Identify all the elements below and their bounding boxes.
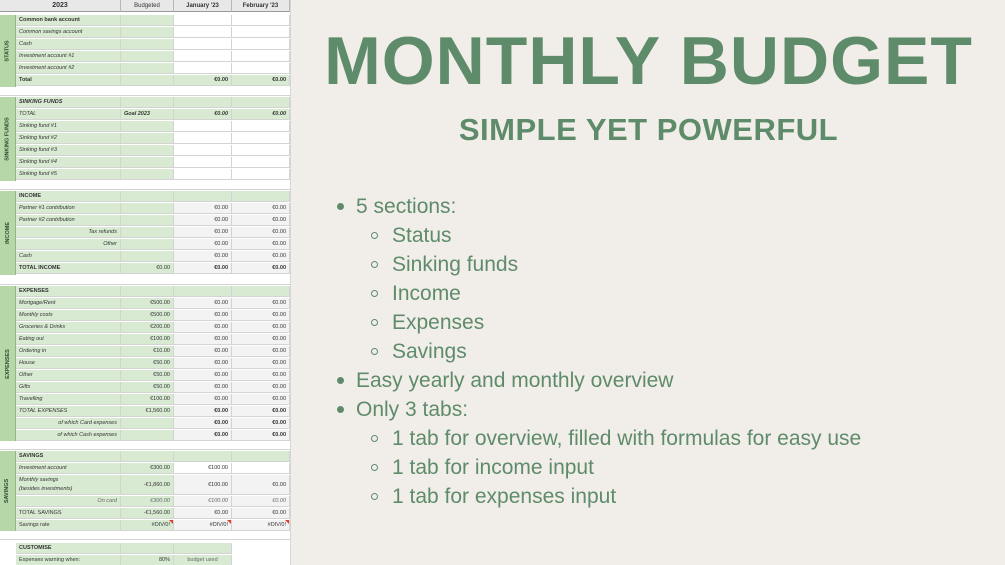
row-label: Cash (16, 251, 121, 262)
bullet-ring-icon (371, 348, 378, 355)
budget-cell[interactable] (121, 15, 174, 26)
feb-cell[interactable] (232, 145, 290, 156)
row-label: TOTAL EXPENSES (16, 406, 121, 417)
row-label: of which Card expenses (16, 418, 121, 429)
table-row (16, 334, 290, 345)
row-label: Total (16, 75, 121, 86)
feature-subitem: 1 tab for expenses input (392, 485, 617, 508)
row-label: House (16, 358, 121, 369)
row-label: TOTAL SAVINGS (16, 508, 121, 519)
jan-cell: €0.00 (174, 346, 232, 357)
jan-cell: €0.00 (174, 322, 232, 333)
row-label: Eating out (16, 334, 121, 345)
row-label: Partner #2 contribution (16, 215, 121, 226)
budget-cell[interactable] (121, 215, 174, 226)
feature-subitem: Income (392, 282, 461, 305)
jan-cell: €0.00 (174, 358, 232, 369)
feature-item: Easy yearly and monthly overview (356, 369, 674, 392)
jan-cell: €0.00 (174, 75, 232, 86)
row-label (16, 475, 121, 495)
budget-cell (121, 75, 174, 86)
table-row (16, 406, 290, 417)
column-header-row (0, 0, 290, 12)
table-row (16, 475, 290, 495)
row-separator (0, 276, 290, 285)
budget-cell[interactable] (121, 239, 174, 250)
jan-cell (174, 543, 232, 554)
budget-cell[interactable] (121, 27, 174, 38)
feb-cell (232, 191, 290, 202)
jan-cell (174, 451, 232, 462)
feb-cell: €0.00 (232, 346, 290, 357)
feature-subitem: Expenses (392, 311, 485, 334)
feb-cell: €0.00 (232, 263, 290, 274)
budget-cell[interactable]: €50.00 (121, 370, 174, 381)
jan-cell: €0.00 (174, 418, 232, 429)
row-label: Common bank account (16, 15, 121, 26)
budget-cell (121, 451, 174, 462)
section-label-sinking: SINKING FUNDS (0, 97, 16, 181)
row-label: Mortgage/Rent (16, 298, 121, 309)
table-row (16, 75, 290, 86)
jan-cell: €0.00 (174, 334, 232, 345)
table-row (16, 15, 290, 26)
budget-cell: Goal 2023 (121, 109, 174, 120)
budgeted-header: Budgeted (121, 0, 174, 12)
table-row (16, 251, 290, 262)
february-header: February '23 (232, 0, 290, 12)
feature-item: Only 3 tabs: (356, 398, 469, 421)
feb-cell: €0.00 (232, 475, 290, 495)
row-label: Tax refunds (16, 227, 121, 238)
bullet-ring-icon (371, 464, 378, 471)
feb-cell: €0.00 (232, 109, 290, 120)
feb-cell: €0.00 (232, 298, 290, 309)
table-row (16, 215, 290, 226)
table-row (16, 430, 290, 441)
feb-cell: €0.00 (232, 239, 290, 250)
feb-cell: €0.00 (232, 334, 290, 345)
row-label: Sinking fund #1 (16, 121, 121, 132)
feature-item: 5 sections: (356, 195, 457, 218)
table-row (16, 97, 290, 108)
table-row (16, 239, 290, 250)
feb-cell[interactable] (232, 51, 290, 62)
row-label: Cash (16, 39, 121, 50)
feb-cell: €0.00 (232, 358, 290, 369)
feb-cell: €0.00 (232, 406, 290, 417)
row-label: INCOME (16, 191, 121, 202)
jan-cell[interactable] (174, 157, 232, 168)
feb-cell: €0.00 (232, 496, 290, 507)
feb-cell[interactable] (232, 63, 290, 74)
feb-cell (232, 451, 290, 462)
page-subtitle: SIMPLE YET POWERFUL (458, 112, 839, 147)
table-row (16, 286, 290, 297)
budget-cell[interactable] (121, 133, 174, 144)
jan-cell: €0.00 (174, 251, 232, 262)
feb-cell: €0.00 (232, 203, 290, 214)
jan-cell: €0.00 (174, 370, 232, 381)
feb-cell: €0.00 (232, 251, 290, 262)
table-row (16, 51, 290, 62)
table-row (16, 145, 290, 156)
feb-cell[interactable] (232, 169, 290, 180)
jan-cell: €0.00 (174, 109, 232, 120)
row-label: EXPENSES (16, 286, 121, 297)
budget-cell[interactable] (121, 169, 174, 180)
table-row (16, 157, 290, 168)
table-row (16, 394, 290, 405)
jan-cell: €0.00 (174, 406, 232, 417)
table-row (16, 227, 290, 238)
feb-cell: €0.00 (232, 310, 290, 321)
table-row (16, 543, 290, 554)
row-label: Other (16, 370, 121, 381)
jan-cell[interactable]: €100.00 (174, 463, 232, 474)
table-row (16, 370, 290, 381)
jan-cell[interactable] (174, 169, 232, 180)
budget-cell[interactable]: €300.00 (121, 463, 174, 474)
row-label: Groceries & Drinks (16, 322, 121, 333)
bullet-dot-icon (337, 377, 344, 384)
budget-cell[interactable]: €50.00 (121, 382, 174, 393)
year-header: 2023 (0, 0, 121, 12)
budget-cell[interactable] (121, 121, 174, 132)
feb-cell: €0.00 (232, 508, 290, 519)
jan-cell: €100.00 (174, 475, 232, 495)
jan-cell[interactable] (174, 121, 232, 132)
feb-cell[interactable] (232, 121, 290, 132)
row-label: SINKING FUNDS (16, 97, 121, 108)
table-row (16, 310, 290, 321)
row-label: Sinking fund #4 (16, 157, 121, 168)
budget-cell[interactable]: €200.00 (121, 322, 174, 333)
bullet-ring-icon (371, 290, 378, 297)
table-row (16, 496, 290, 507)
feb-cell: €0.00 (232, 430, 290, 441)
jan-cell[interactable] (174, 63, 232, 74)
row-label: On card (16, 496, 121, 507)
table-row (16, 322, 290, 333)
page-title: MONTHLY BUDGET (324, 23, 973, 99)
row-separator (0, 441, 290, 450)
table-row (16, 133, 290, 144)
bullet-ring-icon (371, 319, 378, 326)
budget-cell: €1,560.00 (121, 406, 174, 417)
table-row (16, 555, 290, 565)
jan-cell: €0.00 (174, 394, 232, 405)
row-separator (0, 531, 290, 540)
budget-cell[interactable]: €100.00 (121, 334, 174, 345)
jan-cell: €0.00 (174, 382, 232, 393)
row-label: Sinking fund #3 (16, 145, 121, 156)
section-label-savings: SAVINGS (0, 451, 16, 531)
feb-cell: €0.00 (232, 382, 290, 393)
table-row (16, 169, 290, 180)
budget-cell[interactable] (121, 51, 174, 62)
budget-cell (121, 97, 174, 108)
table-row (16, 121, 290, 132)
threshold-suffix: budget used (174, 555, 232, 565)
budget-cell (121, 430, 174, 441)
table-row (16, 358, 290, 369)
table-row (16, 508, 290, 519)
jan-cell[interactable] (174, 51, 232, 62)
feature-subitem: 1 tab for overview, filled with formulas for easy use (392, 427, 862, 450)
jan-cell[interactable] (174, 145, 232, 156)
feb-cell: €0.00 (232, 322, 290, 333)
budget-cell[interactable] (121, 203, 174, 214)
table-row (16, 203, 290, 214)
budget-cell[interactable]: €10.00 (121, 346, 174, 357)
row-label: Gifts (16, 382, 121, 393)
table-row (16, 63, 290, 74)
table-row (16, 39, 290, 50)
budget-cell[interactable] (121, 157, 174, 168)
row-label: Sinking fund #5 (16, 169, 121, 180)
feature-subitem: 1 tab for income input (392, 456, 594, 479)
feb-cell: €0.00 (232, 215, 290, 226)
budget-cell[interactable] (121, 63, 174, 74)
bullet-ring-icon (371, 232, 378, 239)
budget-cell (121, 543, 174, 554)
budget-cell[interactable]: €500.00 (121, 310, 174, 321)
feb-cell: €0.00 (232, 227, 290, 238)
feb-cell[interactable] (232, 157, 290, 168)
feb-cell: #DIV/0! (232, 520, 290, 531)
warning-threshold-cell[interactable]: 80% (121, 555, 174, 565)
bullet-ring-icon (371, 261, 378, 268)
jan-cell: €0.00 (174, 298, 232, 309)
feb-cell[interactable] (232, 27, 290, 38)
section-label-expenses: EXPENSES (0, 286, 16, 441)
jan-cell: €0.00 (174, 310, 232, 321)
feb-cell: €0.00 (232, 394, 290, 405)
budget-cell: #DIV/0! (121, 520, 174, 531)
table-row (16, 298, 290, 309)
feb-cell[interactable] (232, 133, 290, 144)
jan-cell[interactable] (174, 39, 232, 50)
budget-cell (121, 191, 174, 202)
table-row (16, 418, 290, 429)
feb-cell: €0.00 (232, 75, 290, 86)
row-label: Partner #1 contribution (16, 203, 121, 214)
row-label: of which Cash expenses (16, 430, 121, 441)
section-label-status: STATUS (0, 15, 16, 87)
jan-cell[interactable] (174, 15, 232, 26)
row-separator (0, 181, 290, 190)
budget-cell (121, 286, 174, 297)
row-label: Ordering in (16, 346, 121, 357)
jan-cell: €0.00 (174, 203, 232, 214)
feature-subitem: Status (392, 224, 452, 247)
row-label: Common savings account (16, 27, 121, 38)
budget-cell (121, 418, 174, 429)
row-label: Savings rate (16, 520, 121, 531)
jan-cell: €0.00 (174, 227, 232, 238)
feb-cell (232, 97, 290, 108)
jan-cell (174, 97, 232, 108)
jan-cell (174, 191, 232, 202)
table-row (16, 451, 290, 462)
budget-cell[interactable] (121, 145, 174, 156)
row-label: Investment account #2 (16, 63, 121, 74)
jan-cell: €100.00 (174, 496, 232, 507)
row-label: Travelling (16, 394, 121, 405)
row-label: Investment account #1 (16, 51, 121, 62)
budget-cell[interactable] (121, 227, 174, 238)
row-label: Expenses warning when: (16, 555, 121, 565)
budget-cell[interactable] (121, 39, 174, 50)
jan-cell: €0.00 (174, 215, 232, 226)
row-label: Monthly costs (16, 310, 121, 321)
row-separator (0, 87, 290, 96)
table-row (16, 346, 290, 357)
row-label: CUSTOMISE (16, 543, 121, 554)
table-row (16, 463, 290, 474)
budget-cell[interactable]: €500.00 (121, 298, 174, 309)
table-row (16, 263, 290, 274)
budget-cell: €300.00 (121, 496, 174, 507)
table-row (16, 382, 290, 393)
budget-cell: €0.00 (121, 263, 174, 274)
january-header: January '23 (174, 0, 232, 12)
bullet-dot-icon (337, 203, 344, 210)
bullet-ring-icon (371, 493, 378, 500)
feb-cell: €0.00 (232, 370, 290, 381)
budget-cell[interactable] (121, 251, 174, 262)
table-row (16, 191, 290, 202)
feature-subitem: Savings (392, 340, 467, 363)
feb-cell[interactable] (232, 39, 290, 50)
feb-cell: €0.00 (232, 418, 290, 429)
jan-cell[interactable] (174, 27, 232, 38)
jan-cell: €0.00 (174, 430, 232, 441)
row-label-line1: Monthly savings (19, 477, 59, 483)
row-label: Investment account (16, 463, 121, 474)
table-row (16, 109, 290, 120)
jan-cell: #DIV/0! (174, 520, 232, 531)
bullet-dot-icon (337, 406, 344, 413)
row-label: Other (16, 239, 121, 250)
feb-cell[interactable] (232, 463, 290, 474)
budget-cell[interactable]: €100.00 (121, 394, 174, 405)
row-label: TOTAL INCOME (16, 263, 121, 274)
feb-cell (232, 286, 290, 297)
row-label: Sinking fund #2 (16, 133, 121, 144)
feb-cell[interactable] (232, 15, 290, 26)
feature-subitem: Sinking funds (392, 253, 519, 276)
table-row (16, 27, 290, 38)
bullet-ring-icon (371, 435, 378, 442)
jan-cell[interactable] (174, 133, 232, 144)
table-row (16, 520, 290, 531)
jan-cell: €0.00 (174, 239, 232, 250)
budget-spreadsheet (0, 0, 291, 565)
section-label-income: INCOME (0, 191, 16, 275)
jan-cell: €0.00 (174, 263, 232, 274)
budget-cell: -€1,860.00 (121, 475, 174, 495)
row-label: TOTAL (16, 109, 121, 120)
budget-cell[interactable]: €50.00 (121, 358, 174, 369)
jan-cell (174, 286, 232, 297)
row-label-line2: (besides investments) (19, 486, 73, 492)
jan-cell: €0.00 (174, 508, 232, 519)
budget-cell: -€1,560.00 (121, 508, 174, 519)
row-label: SAVINGS (16, 451, 121, 462)
